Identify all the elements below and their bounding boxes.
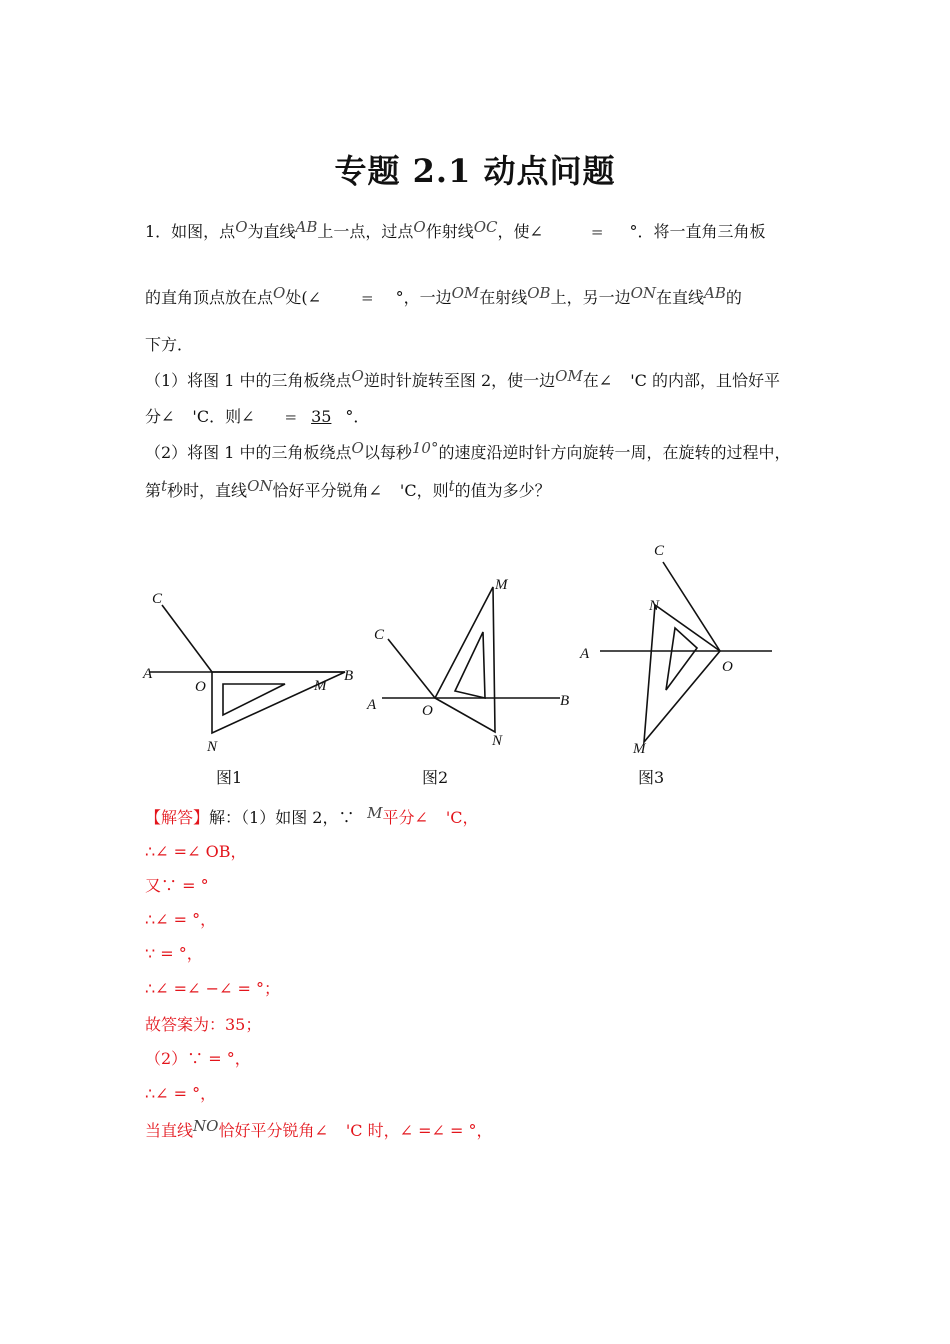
figure-3 [600, 562, 772, 742]
figure-1 [150, 605, 345, 733]
fig2-label-c: C [374, 627, 385, 643]
solution-line-3: 又∵ = ° [145, 876, 209, 895]
fig2-triangle-inner [455, 632, 485, 698]
fig2-label-n: N [492, 733, 503, 749]
problem-line-2: 的直角顶点放在点O处(∠ = °，一边OM在射线OB上，另一边ON在直线AB的 [145, 284, 742, 307]
fig2-label-m: M [495, 577, 508, 593]
fig3-label-o: O [722, 659, 733, 675]
fig3-caption: 图3 [638, 768, 665, 787]
fig1-triangle-inner [223, 684, 285, 715]
fig2-ray-oc [388, 639, 435, 698]
part1-line-2: 分∠ 'C．则∠ = 35 °． [145, 407, 370, 426]
fig1-label-b: B [344, 668, 354, 684]
part1-answer: 35 [311, 407, 332, 426]
solution-line-6: ∴∠ =∠ −∠ = °； [145, 979, 280, 998]
solution-line-2: ∴∠ =∠ OB， [145, 842, 247, 861]
fig3-label-n: N [649, 598, 660, 614]
fig1-label-n: N [207, 739, 218, 755]
figure-2 [382, 587, 560, 732]
fig2-label-b: B [560, 693, 570, 709]
fig1-label-m: M [314, 678, 327, 694]
fig1-ray-oc [162, 605, 212, 672]
fig2-label-a: A [367, 697, 377, 713]
solution-line-7: 故答案为：35； [145, 1015, 262, 1034]
fig2-triangle-outer [435, 587, 495, 732]
part1-line-1: （1）将图 1 中的三角板绕点O逆时针旋转至图 2，使一边OM在∠ 'C 的内部，且恰好平 [145, 367, 780, 390]
solution-line-5: ∵ = °， [145, 944, 203, 963]
problem-line-3: 下方． [145, 335, 194, 354]
fig3-label-m: M [633, 741, 646, 757]
fig3-triangle-inner [666, 628, 697, 690]
part2-line-1: （2）将图 1 中的三角板绕点O以每秒10°的速度沿逆时针方向旋转一周，在旋转的过程中， [145, 439, 791, 462]
solution-line-4: ∴∠ = °， [145, 910, 217, 929]
page-title: 专题 2.1 动点问题 [334, 152, 616, 190]
solution-line-9: ∴∠ = °， [145, 1084, 217, 1103]
solution-line-10: 当直线NO恰好平分锐角∠ 'C 时，∠ =∠ = °， [145, 1117, 493, 1140]
fig2-caption: 图2 [422, 768, 449, 787]
solution-line-8: （2）∵ = °， [145, 1049, 251, 1068]
fig1-label-a: A [143, 666, 153, 682]
problem-line-1: 1．如图，点O为直线AB上一点，过点O作射线OC，使∠ = °．将一直角三角板 [145, 218, 766, 241]
part2-line-2: 第t秒时，直线ON恰好平分锐角∠ 'C，则t的值为多少？ [145, 477, 551, 500]
fig1-caption: 图1 [216, 768, 243, 787]
solution-line-1: 【解答】解：（1）如图 2，∵ M平分∠ 'C， [145, 804, 479, 827]
fig3-triangle-outer [644, 605, 720, 742]
fig3-label-a: A [580, 646, 590, 662]
solution-heading: 【解答】 [145, 808, 210, 827]
fig3-label-c: C [654, 543, 665, 559]
fig1-label-o: O [195, 679, 206, 695]
fig3-ray-oc [663, 562, 720, 651]
fig1-label-c: C [152, 591, 163, 607]
fig2-label-o: O [422, 703, 433, 719]
geometry-figures [130, 535, 810, 795]
